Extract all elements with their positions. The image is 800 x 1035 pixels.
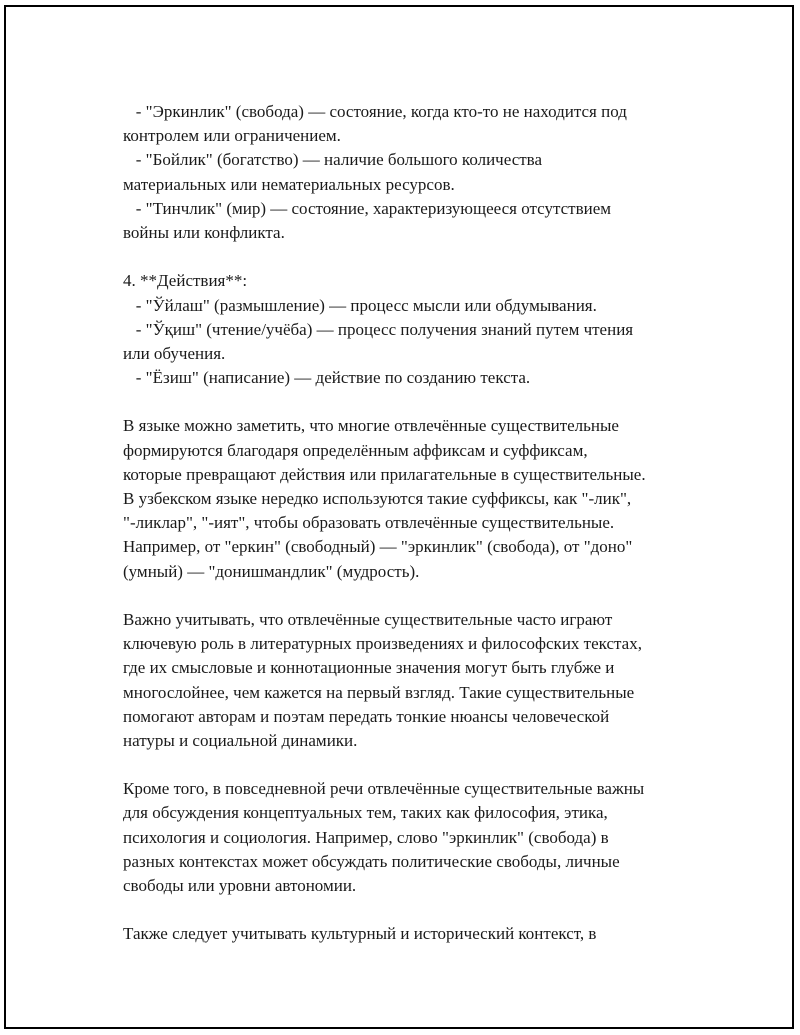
text-line: 4. **Действия**:	[123, 271, 248, 291]
text-line: - "Ёзиш" (написание) — действие по созданию текста.	[123, 368, 531, 388]
text-line: В языке можно заметить, что многие отвлечённые существительные	[123, 416, 619, 436]
text-line: материальных или нематериальных ресурсов.	[123, 174, 455, 194]
paragraph-everyday-speech	[123, 777, 723, 898]
page-frame	[4, 5, 794, 1029]
paragraph-literature	[123, 608, 723, 753]
document-body	[123, 100, 723, 947]
text-line: многослойнее, чем кажется на первый взгляд. Такие существительные	[123, 682, 635, 702]
text-line: Кроме того, в повседневной речи отвлечённые существительные важны	[123, 779, 645, 799]
text-line: или обучения.	[123, 343, 226, 363]
paragraph-list-actions	[123, 269, 723, 390]
paragraph-gap	[123, 390, 723, 414]
text-line: ключевую роль в литературных произведениях и философских текстах,	[123, 634, 642, 654]
text-line: разных контекстах может обсуждать политические свободы, личные	[123, 851, 620, 871]
text-line: формируются благодаря определённым аффиксам и суффиксам,	[123, 440, 588, 460]
text-line: - "Эркинлик" (свобода) — состояние, когда кто-то не находится под	[123, 102, 627, 121]
paragraph-gap	[123, 753, 723, 777]
paragraph-list-abstract-nouns	[123, 100, 723, 245]
text-line: - "Тинчлик" (мир) — состояние, характеризующееся отсутствием	[123, 198, 611, 218]
text-line: В узбекском языке нередко используются такие суффиксы, как "-лик",	[123, 489, 632, 508]
text-line: контролем или ограничением.	[123, 126, 341, 146]
text-line: которые превращают действия или прилагательные в существительные.	[123, 464, 646, 484]
text-line: помогают авторам и поэтам передать тонкие нюансы человеческой	[123, 706, 610, 726]
text-line: свободы или уровни автономии.	[123, 876, 357, 895]
text-line: Важно учитывать, что отвлечённые существительные часто играют	[123, 609, 613, 629]
text-line: психология и социология. Например, слово "эркинлик" (свобода) в	[123, 827, 609, 847]
paragraph-cultural-context	[123, 922, 723, 946]
text-line: Также следует учитывать культурный и исторический контекст, в	[123, 924, 597, 944]
text-line: (умный) — "донишмандлик" (мудрость).	[123, 561, 420, 581]
text-line: для обсуждения концептуальных тем, таких как философия, этика,	[123, 803, 608, 823]
text-line: войны или конфликта.	[123, 222, 285, 242]
text-line: - "Ўқиш" (чтение/учёба) — процесс получения знаний путем чтения	[123, 319, 634, 339]
paragraph-gap	[123, 898, 723, 922]
paragraph-suffixes	[123, 414, 723, 583]
text-line: - "Ўйлаш" (размышление) — процесс мысли или обдумывания.	[123, 295, 597, 315]
text-line: "-ликлар", "-ият", чтобы образовать отвлечённые существительные.	[123, 513, 615, 533]
text-line: Например, от "еркин" (свободный) — "эркинлик" (свобода), от "доно"	[123, 537, 633, 557]
text-line: где их смысловые и коннотационные значения могут быть глубже и	[123, 658, 615, 678]
paragraph-gap	[123, 245, 723, 269]
text-line: натуры и социальной динамики.	[123, 730, 358, 750]
text-line: - "Бойлик" (богатство) — наличие большого количества	[123, 150, 543, 170]
paragraph-gap	[123, 584, 723, 608]
